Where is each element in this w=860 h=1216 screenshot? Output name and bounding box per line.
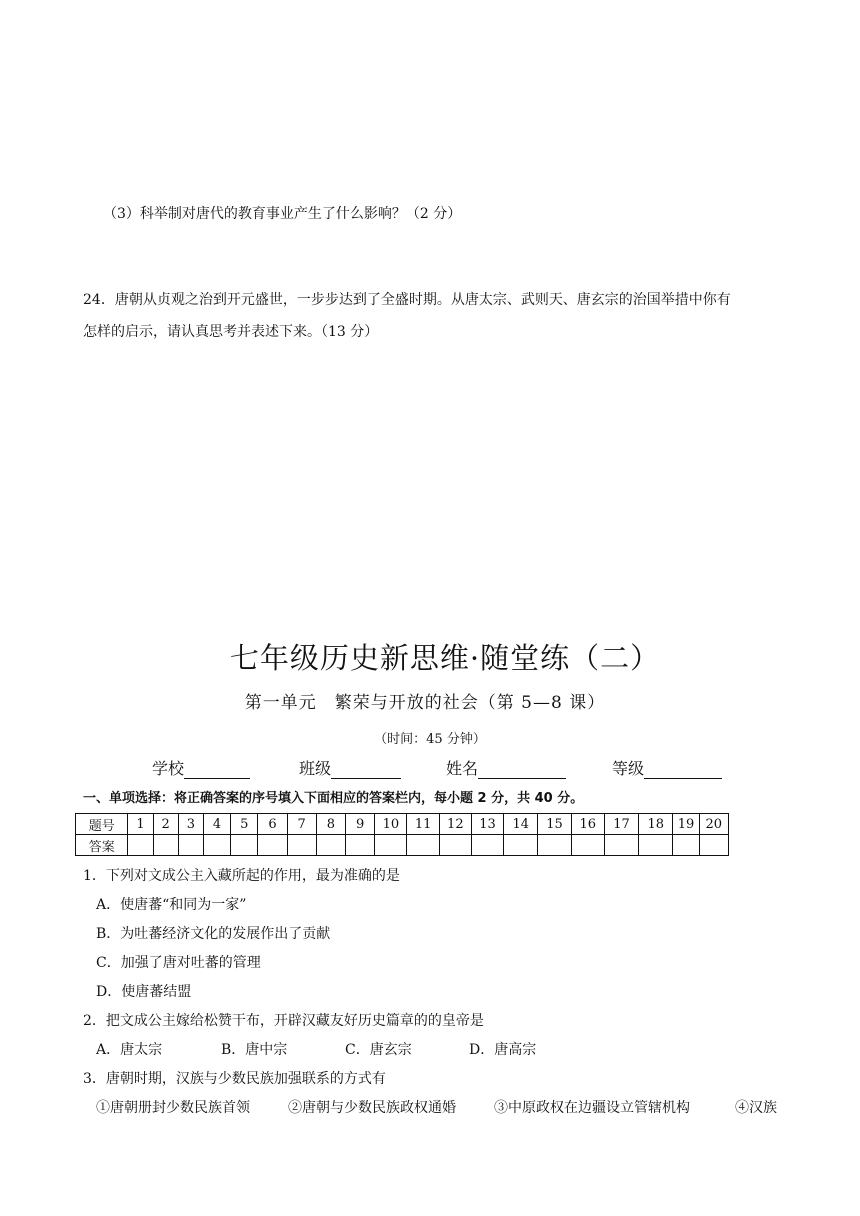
answer-table [75, 813, 729, 856]
question-number-row [76, 814, 729, 835]
answer-cell[interactable] [258, 835, 287, 856]
question-1-option-b[interactable]: B．为吐蕃经济文化的发展作出了贡献 [96, 926, 331, 942]
question-number-cell: 19 [673, 814, 699, 835]
question-3-item-3: ③中原政权在边疆设立管辖机构 [494, 1100, 690, 1116]
question-number-cell: 18 [639, 814, 673, 835]
question-number-cell: 9 [346, 814, 375, 835]
question-number-cell: 8 [316, 814, 345, 835]
answer-cell[interactable] [571, 835, 604, 856]
answer-cell[interactable] [639, 835, 673, 856]
class-label: 班级 [299, 759, 332, 778]
question-number-cell: 6 [258, 814, 287, 835]
answer-cell[interactable] [439, 835, 471, 856]
question-2-option-b[interactable]: B．唐中宗 [221, 1042, 288, 1058]
answer-row [76, 835, 729, 856]
question-number-cell: 15 [538, 814, 571, 835]
question-24-line-2: 怎样的启示，请认真思考并表述下来。（13 分） [83, 324, 379, 340]
question-number-cell: 5 [231, 814, 258, 835]
question-number-cell: 16 [571, 814, 604, 835]
answer-cell[interactable] [231, 835, 258, 856]
page-title: 七年级历史新思维·随堂练（二） [229, 641, 661, 675]
answer-cell[interactable] [604, 835, 638, 856]
question-3-item-1: ①唐朝册封少数民族首领 [96, 1100, 250, 1116]
question-number-cell: 13 [471, 814, 503, 835]
question-number-cell: 20 [699, 814, 728, 835]
answer-cell[interactable] [538, 835, 571, 856]
name-label: 姓名 [446, 759, 479, 778]
question-3-stem: 3．唐朝时期，汉族与少数民族加强联系的方式有 [83, 1071, 386, 1087]
question-number-cell: 11 [407, 814, 439, 835]
question-2-option-d[interactable]: D．唐高宗 [469, 1042, 537, 1058]
question-2-option-a[interactable]: A．唐太宗 [96, 1042, 163, 1058]
question-1-option-d[interactable]: D．使唐蕃结盟 [96, 984, 192, 1000]
answer-cell[interactable] [128, 835, 153, 856]
grade-label: 等级 [612, 759, 645, 778]
answer-cell[interactable] [699, 835, 728, 856]
answer-cell[interactable] [407, 835, 439, 856]
question-24-line-1: 24．唐朝从贞观之治到开元盛世，一步步达到了全盛时期。从唐太宗、武则天、唐玄宗的治国举措中你有 [83, 292, 731, 308]
question-number-cell: 3 [178, 814, 203, 835]
question-number-cell: 1 [128, 814, 153, 835]
answer-cell[interactable] [375, 835, 407, 856]
class-field [299, 756, 401, 779]
question-number-cell: 10 [375, 814, 407, 835]
answer-cell[interactable] [471, 835, 503, 856]
time-limit: （时间：45 分钟） [374, 732, 486, 747]
answer-cell[interactable] [504, 835, 538, 856]
answer-cell[interactable] [203, 835, 230, 856]
question-3-item-4: ④汉族 [735, 1100, 777, 1116]
page-subtitle: 第一单元 繁荣与开放的社会（第 5—8 课） [244, 693, 606, 713]
name-field [446, 756, 566, 779]
question-2-stem: 2．把文成公主嫁给松赞干布，开辟汉藏友好历史篇章的的皇帝是 [83, 1013, 484, 1029]
question-number-cell: 2 [153, 814, 178, 835]
question-23-part-3: （3）科举制对唐代的教育事业产生了什么影响？（2 分） [103, 206, 462, 222]
answer-cell[interactable] [673, 835, 699, 856]
grade-field [612, 756, 722, 779]
question-1-option-c[interactable]: C．加强了唐对吐蕃的管理 [96, 955, 261, 971]
question-number-cell: 12 [439, 814, 471, 835]
school-field [152, 756, 250, 779]
question-number-cell: 14 [504, 814, 538, 835]
question-1-option-a[interactable]: A．使唐蕃“和同为一家” [96, 897, 247, 913]
answer-cell[interactable] [178, 835, 203, 856]
school-blank[interactable] [184, 762, 250, 779]
row-label-number: 题号 [76, 814, 128, 835]
question-number-cell: 17 [604, 814, 638, 835]
row-label-answer: 答案 [76, 835, 128, 856]
question-2-option-c[interactable]: C．唐玄宗 [345, 1042, 412, 1058]
school-label: 学校 [152, 759, 185, 778]
answer-cell[interactable] [316, 835, 345, 856]
answer-cell[interactable] [346, 835, 375, 856]
answer-cell[interactable] [287, 835, 316, 856]
question-1-stem: 1．下列对文成公主入藏所起的作用，最为准确的是 [83, 868, 400, 884]
class-blank[interactable] [331, 762, 401, 779]
section-1-heading: 一、单项选择：将正确答案的序号填入下面相应的答案栏内，每小题 2 分，共 40 分。 [83, 791, 584, 806]
grade-blank[interactable] [644, 762, 722, 779]
question-number-cell: 4 [203, 814, 230, 835]
name-blank[interactable] [478, 762, 566, 779]
answer-cell[interactable] [153, 835, 178, 856]
question-number-cell: 7 [287, 814, 316, 835]
question-3-item-2: ②唐朝与少数民族政权通婚 [288, 1100, 456, 1116]
